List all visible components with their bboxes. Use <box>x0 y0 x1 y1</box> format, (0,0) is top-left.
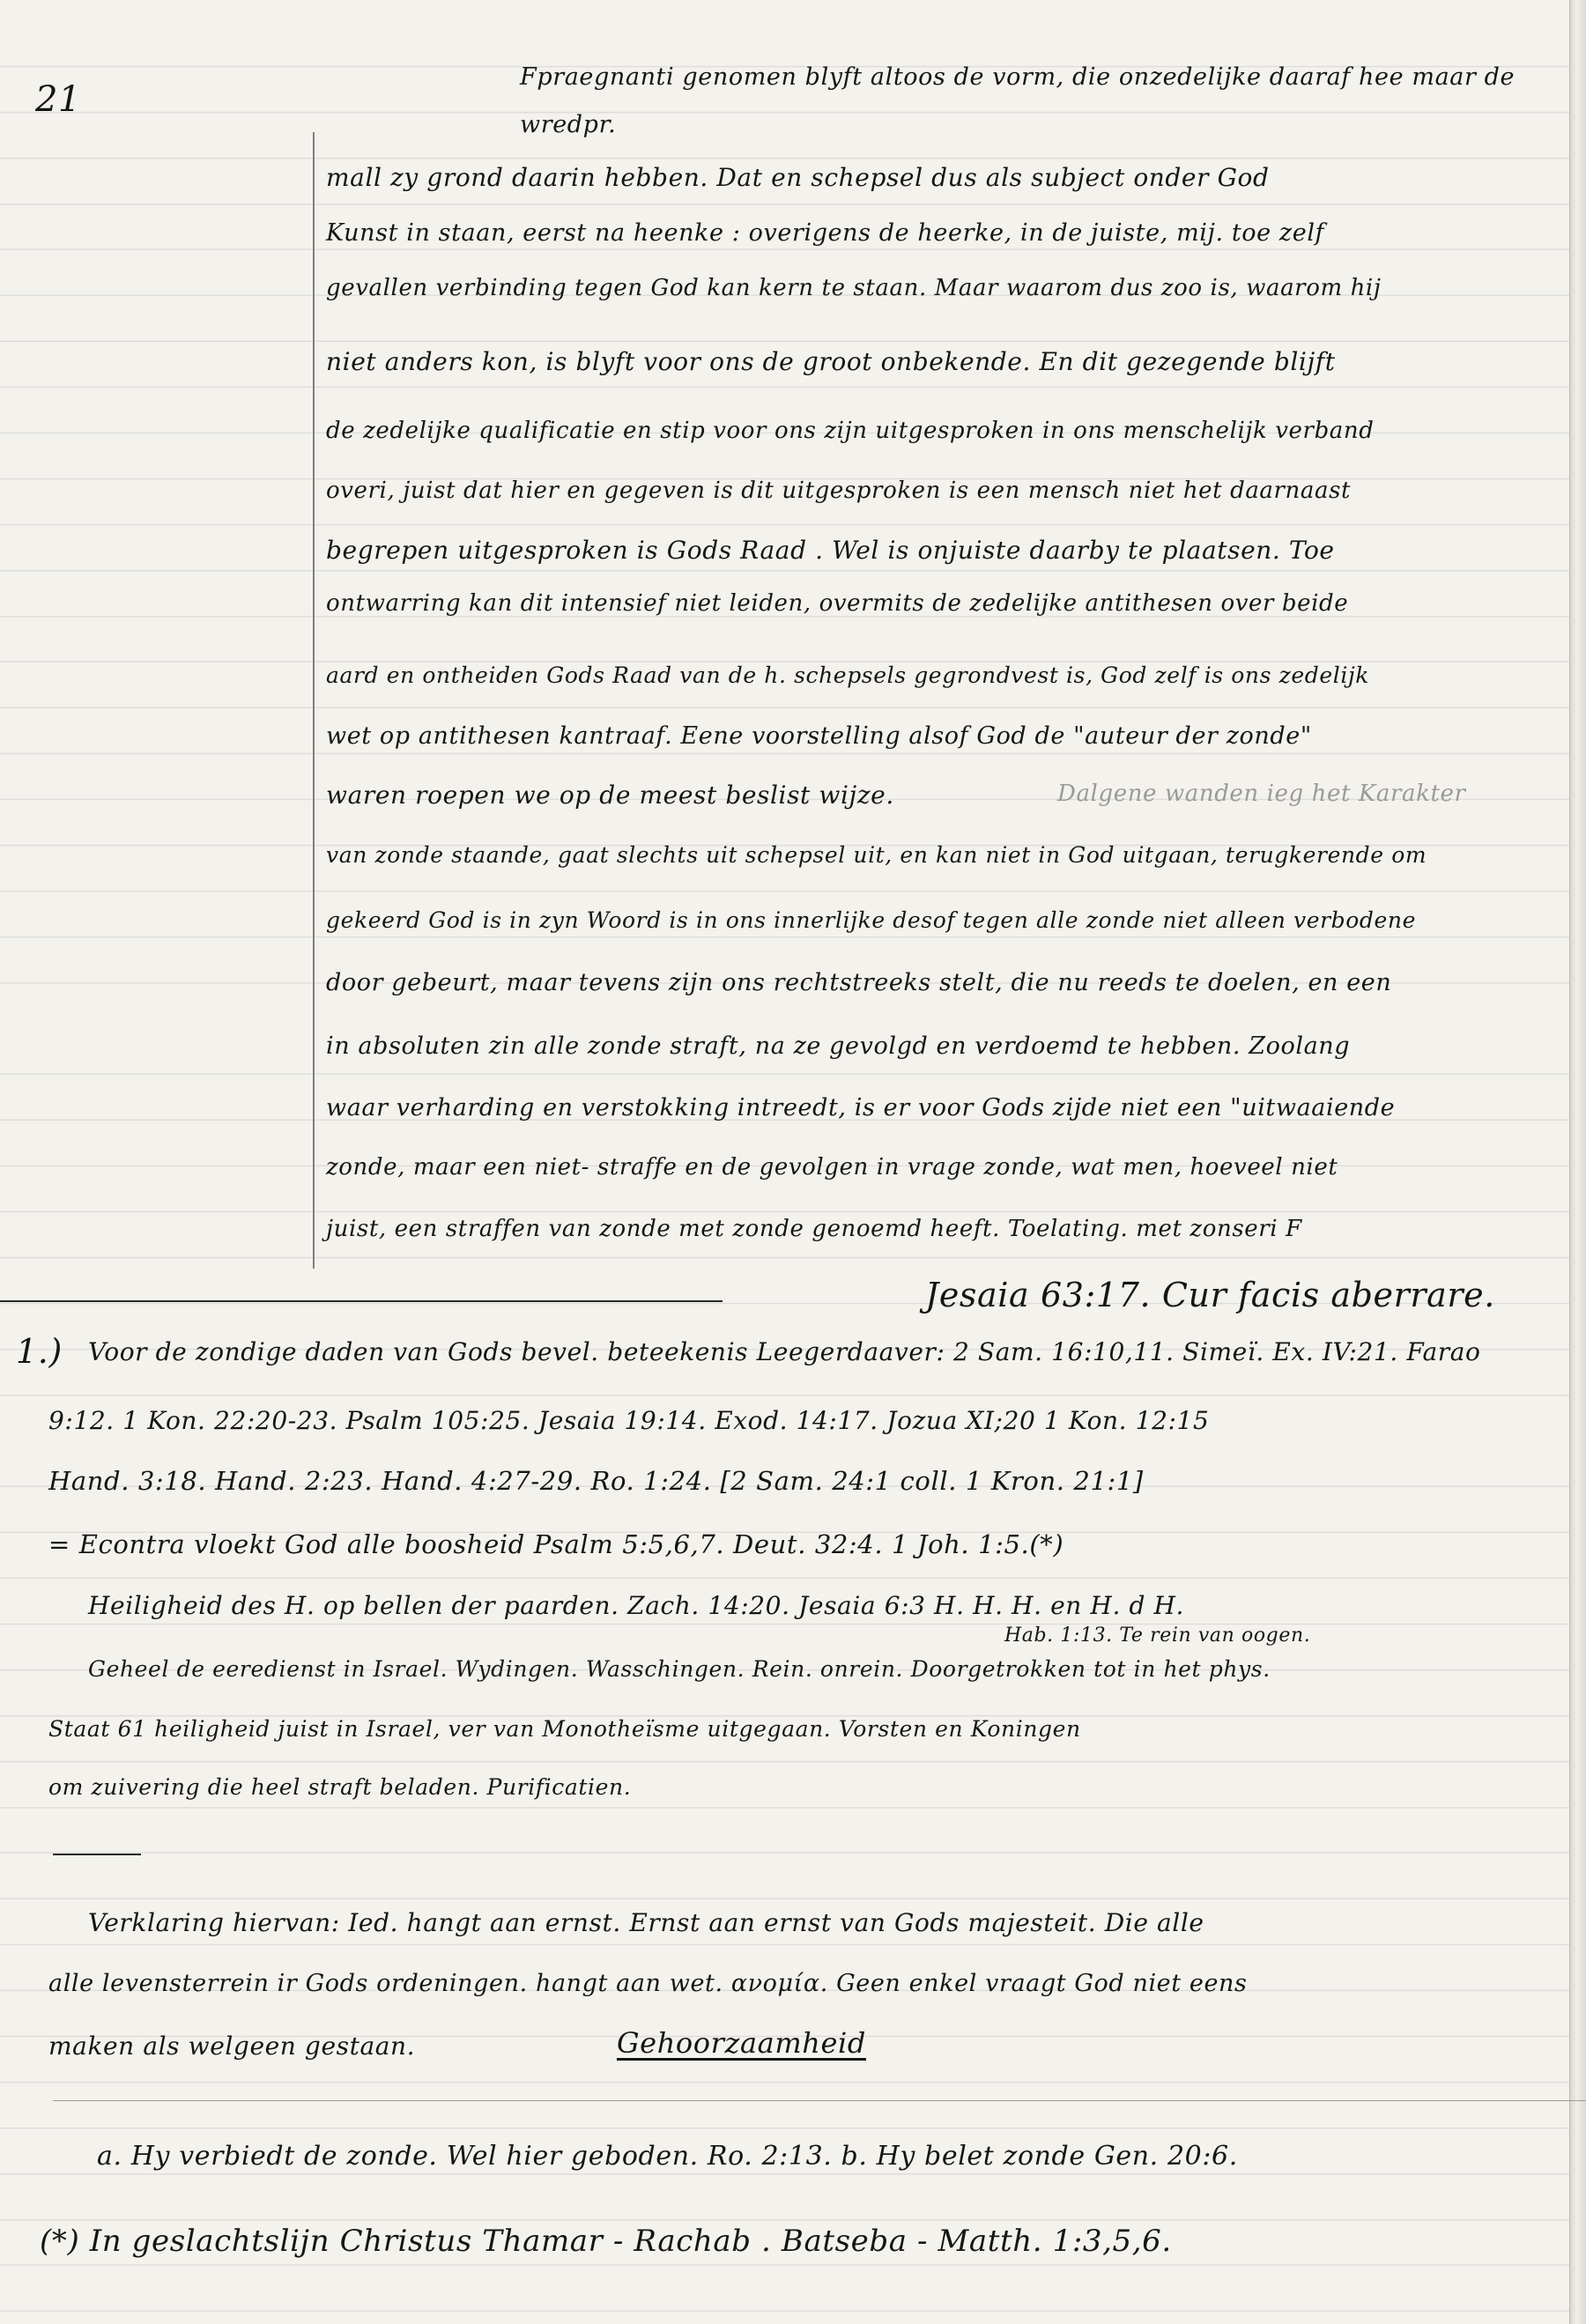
main-text-line: van zonde staande, gaat slechts uit schepsel uit, en kan niet in God uitgaan, terugkerende om <box>326 842 1427 868</box>
main-text-line: Kunst in staan, eerst na heenke : overigens de heerke, in de juiste, mij. toe zelf <box>326 219 1325 247</box>
main-text-line: in absoluten zin alle zonde straft, na ze gevolgd en verdoemd te hebben. Zoolang <box>326 1032 1351 1060</box>
main-text-line: begrepen uitgesproken is Gods Raad . Wel is onjuiste daarby te plaatsen. Toe <box>326 536 1335 565</box>
footnote-line: 9:12. 1 Kon. 22:20-23. Psalm 105:25. Jesaia 19:14. Exod. 14:17. Jozua XI;20 1 Kon. 12:15 <box>48 1406 1210 1435</box>
main-text-line: ontwarring kan dit intensief niet leiden, overmits de zedelijke antithesen over beide <box>326 590 1349 617</box>
underlined-heading-gehoorzaamheid: Gehoorzaamheid <box>617 2026 866 2060</box>
footnote-line: Voor de zondige daden van Gods bevel. beteekenis Leegerdaaver: 2 Sam. 16:10,11. Simeï. Ex. IV:21. Farao <box>88 1337 1481 1366</box>
faint-pencil-fragment: Dalgene wanden ieg het Karakter <box>1057 781 1466 807</box>
main-text-line: waar verharding en verstokking intreedt, is er voor Gods zijde niet een "uitwaaiende <box>326 1094 1396 1121</box>
main-text-line: de zedelijke qualificatie en stip voor ons zijn uitgesproken in ons menschelijk verband <box>326 418 1375 444</box>
main-text-line: mall zy grond daarin hebben. Dat en schepsel dus als subject onder God <box>326 163 1270 192</box>
note-a-line: a. Hy verbiedt de zonde. Wel hier geboden. Ro. 2:13. b. Hy belet zonde Gen. 20:6. <box>97 2141 1238 2172</box>
main-text-line: juist, een straffen van zonde met zonde genoemd heeft. Toelating. met zonseri F <box>326 1216 1302 1242</box>
main-text-line: aard en ontheiden Gods Raad van de h. schepsels gegrondvest is, God zelf is ons zedelijk <box>326 662 1370 688</box>
footnote-marker: 1.) <box>16 1332 63 1371</box>
footnote-line: Hand. 3:18. Hand. 2:23. Hand. 4:27-29. Ro. 1:24. [2 Sam. 24:1 coll. 1 Kron. 21:1] <box>48 1466 1144 1496</box>
main-text-line: wredpr. <box>520 111 617 138</box>
bottom-separator <box>53 2100 1586 2101</box>
footnote-inline-note: Hab. 1:13. Te rein van oogen. <box>1004 1625 1311 1647</box>
main-text-line: gevallen verbinding tegen God kan kern te staan. Maar waarom dus zoo is, waarom hij <box>326 275 1382 301</box>
main-text-line: door gebeurt, maar tevens zijn ons rechtstreeks stelt, die nu reeds te doelen, en een <box>326 969 1392 996</box>
explanation-line: alle levensterrein ir Gods ordeningen. hangt aan wet. ανομία. Geen enkel vraagt God niet eens <box>48 1970 1248 1997</box>
footnote-line: om zuivering die heel straft beladen. Purificatien. <box>48 1774 632 1800</box>
footnote-separator <box>0 1300 723 1302</box>
footnote-line: Heiligheid des H. op bellen der paarden. Zach. 14:20. Jesaia 6:3 H. H. H. en H. d H. <box>88 1591 1184 1620</box>
main-text-line: Fpraegnanti genomen blyft altoos de vorm, die onzedelijke daaraf hee maar de <box>520 63 1516 91</box>
page-number: 21 <box>35 79 82 120</box>
main-text-line: niet anders kon, is blyft voor ons de groot onbekende. En dit gezegende blijft <box>326 347 1336 376</box>
footnote-line: Geheel de eeredienst in Israel. Wydingen. Wasschingen. Rein. onrein. Doorgetrokken tot in het phys. <box>88 1656 1271 1682</box>
main-text-line: gekeerd God is in zyn Woord is in ons innerlijke desof tegen alle zonde niet alleen verbodene <box>326 907 1417 933</box>
main-text-line: wet op antithesen kantraaf. Eene voorstelling alsof God de "auteur der zonde" <box>326 722 1312 750</box>
main-text-line: waren roepen we op de meest beslist wijze. <box>326 781 894 810</box>
explanation-line: maken als welgeen gestaan. <box>48 2032 416 2061</box>
underlined-word-alle <box>617 1062 645 1079</box>
footnote-line: Staat 61 heiligheid juist in Israel, ver van Monotheïsme uitgegaan. Vorsten en Koningen <box>48 1716 1081 1742</box>
margin-rule <box>313 132 315 1269</box>
main-text-line: overi, juist dat hier en gegeven is dit uitgesproken is een mensch niet het daarnaast <box>326 477 1352 504</box>
note-star-line: (*) In geslachtslijn Christus Thamar - Rachab . Batseba - Matth. 1:3,5,6. <box>40 2224 1172 2259</box>
footnote-line: = Econtra vloekt God alle boosheid Psalm 5:5,6,7. Deut. 32:4. 1 Joh. 1:5.(*) <box>48 1529 1064 1559</box>
closing-reference: Jesaia 63:17. Cur facis aberrare. <box>925 1276 1495 1314</box>
main-text-line: zonde, maar een niet- straffe en de gevolgen in vrage zonde, wat men, hoeveel niet <box>326 1154 1338 1181</box>
explanation-line: Verklaring hiervan: Ied. hangt aan ernst. Ernst aan ernst van Gods majesteit. Die alle <box>88 1908 1204 1937</box>
short-separator <box>53 1854 141 1855</box>
page-edge <box>1569 0 1586 2324</box>
